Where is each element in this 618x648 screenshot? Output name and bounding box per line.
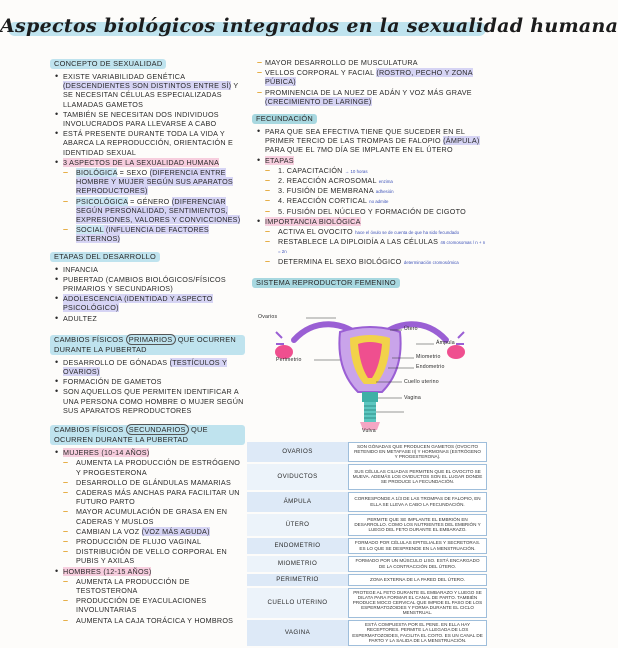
organ-description-cell: SUS CÉLULAS CILIADAS PERMITEN QUE EL OVOCITO SE MUEVA. ADEMÁS LOS OVIDUCTOS SON EL LUGAR DONDE SE PRODUCE LA FECUNDACIÓN. (348, 464, 487, 490)
list-item: • DESARROLLO DE GÓNADAS (TESTÍCULOS Y OVARIOS) (52, 358, 245, 376)
table-row (247, 574, 487, 586)
organ-name-cell: OVIDUCTOS (247, 464, 348, 490)
list-item: – 5. FUSIÓN DEL NÚCLEO Y FORMACIÓN DE CIGOTO (254, 207, 486, 216)
list-item: – MAYOR ACUMULACIÓN DE GRASA EN EN CADERAS Y MUSLOS (52, 507, 245, 525)
list-item: • 3 ASPECTOS DE LA SEXUALIDAD HUMANA (52, 158, 245, 167)
list-item: – CAMBIAN LA VOZ (VOZ MÁS AGUDA) (52, 527, 245, 536)
list-item: – RESTABLECE LA DIPLOIDÍA A LAS CÉLULAS 46 cromosomas / n + n = 2n (254, 237, 486, 255)
list-item: – VELLOS CORPORAL Y FACIAL (ROSTRO, PECHO Y ZONA PÚBICA) (254, 68, 486, 86)
heading-secundarios: CAMBIOS FÍSICOS SECUNDARIOS QUE OCURREN DURANTE LA PUBERTAD (50, 425, 245, 445)
list-item: – ACTIVA EL OVOCITO hace el óvulo se de cuenta de que ha sido fecundado (254, 227, 486, 236)
list-item: • ESTÁ PRESENTE DURANTE TODA LA VIDA Y ABARCA LA REPRODUCCIÓN, ORIENTACIÓN E IDENTIDAD SEXUAL (52, 129, 245, 157)
page-title: Aspectos biológicos integrados en la sexualidad humana (0, 15, 618, 37)
organ-description-cell: FORMADO POR CÉLULAS EPITELIALES Y SECRETORAS. ES LO QUE SE DESPRENDE EN LA MENSTRUACIÓN. (348, 538, 487, 554)
label-ampula: Ámpula (436, 340, 455, 346)
list-item: – BIOLÓGICA = SEXO (DIFERENCIA ENTRE HOMBRE Y MUJER SEGÚN SUS APARATOS REPRODUCTORES) (52, 168, 245, 196)
organ-description-cell: FORMADO POR UN MÚSCULO LISO. ESTÁ ENCARGADO DE LA CONTRACCIÓN DEL ÚTERO. (348, 556, 487, 572)
organ-name-cell: ÚTERO (247, 514, 348, 536)
list-item: • HOMBRES (12-15 AÑOS) (52, 567, 245, 576)
heading-etapas: ETAPAS DEL DESARROLLO (50, 252, 160, 262)
list-item: – 2. REACCIÓN ACROSOMAL enzima (254, 176, 486, 185)
list-item: – DESARROLLO DE GLÁNDULAS MAMARIAS (52, 478, 245, 487)
vagina-shape (364, 402, 376, 422)
label-utero: Útero (404, 326, 418, 332)
list-item: – 4. REACCIÓN CORTICAL no admite (254, 196, 486, 205)
label-cuello: Cuello uterino (404, 379, 439, 385)
list-item: • IMPORTANCIA BIOLÓGICA (254, 217, 486, 226)
organ-name-cell: VAGINA (247, 620, 348, 646)
table-row (247, 538, 487, 554)
organ-table (247, 440, 487, 648)
list-item: – PRODUCCIÓN DE EYACULACIONES INVOLUNTARIAS (52, 596, 245, 614)
table-row (247, 464, 487, 490)
label-miometrio: Miometrio (416, 354, 441, 360)
list-item: – AUMENTA LA CAJA TORÁCICA Y HOMBROS (52, 616, 245, 625)
organ-description-cell: PERMITE QUE SE IMPLANTE EL EMBRIÓN EN DESARROLLO. COMO LOS NUTRIENTES DEL EMBRIÓN Y LUEGO DEL FETO DURANTE EL EMBARAZO. (348, 514, 487, 536)
label-ovarios: Ovarios (258, 314, 278, 320)
heading-primarios: CAMBIOS FÍSICOS PRIMARIOS QUE OCURREN DURANTE LA PUBERTAD (50, 335, 245, 355)
heading-concepto: CONCEPTO DE SEXUALIDAD (50, 59, 166, 69)
list-item: • ADOLESCENCIA (IDENTIDAD Y ASPECTO PSICOLÓGICO) (52, 294, 245, 312)
list-item: – AUMENTA LA PRODUCCIÓN DE TESTOSTERONA (52, 577, 245, 595)
organ-name-cell: MIOMETRIO (247, 556, 348, 572)
right-column (254, 58, 486, 291)
table-row (247, 620, 487, 646)
list-item: • TAMBIÉN SE NECESITAN DOS INDIVIDUOS INVOLUCRADOS PARA LLEVARSE A CABO (52, 110, 245, 128)
left-column (52, 59, 245, 633)
table-row (247, 556, 487, 572)
list-item: • FORMACIÓN DE GAMETOS (52, 377, 245, 386)
section-fecundacion (254, 114, 486, 266)
heading-sistema: SISTEMA REPRODUCTOR FEMENINO (252, 278, 400, 288)
organ-name-cell: ENDOMETRIO (247, 538, 348, 554)
section-etapas (52, 252, 245, 323)
organ-description-cell: ESTÁ COMPUESTA POR EL PENE. EN ELLA HAY RECEPTORES. PERMITE LA LLEGADA DE LOS ESPERMATOZOIDES, FACILITA EL COITO. ES UN CANAL DE PARTO Y LA SALIDA DE LA MENSTRUACIÓN. (348, 620, 487, 646)
list-item: – 3. FUSIÓN DE MEMBRANA adhesión (254, 186, 486, 195)
list-item: • PARA QUE SEA EFECTIVA TIENE QUE SUCEDER EN EL PRIMER TERCIO DE LAS TROMPAS DE FALOPIO (ÁMPULA) PARA QUE EL 7MO DÍA SE IMPLANTE EN EL ÚTERO (254, 127, 486, 155)
list-item: • INFANCIA (52, 265, 245, 274)
section-primarios (52, 335, 245, 415)
uterus-illustration (254, 300, 486, 435)
organ-description-cell: PROTEGE AL FETO DURANTE EL EMBARAZO Y LUEGO SE DILATA PARA FORMAR EL CANAL DE PARTO. TAMBIÉN PRODUCE MOCO CERVICAL QUE IMPIDE EL PASO DE LOS ESPERMATOZOIDES Y FORMA DURANTE EL CICLO MENSTRUAL. (348, 588, 487, 618)
uterus-diagram (254, 300, 486, 435)
list-item: – PROMINENCIA DE LA NUEZ DE ADÁN Y VOZ MÁS GRAVE (CRECIMIENTO DE LARINGE) (254, 88, 486, 106)
list-item: – PRODUCCIÓN DE FLUJO VAGINAL (52, 537, 245, 546)
list-item: – AUMENTA LA PRODUCCIÓN DE ESTRÓGENO Y PROGESTERONA (52, 458, 245, 476)
title-band (0, 12, 618, 44)
section-secundarios (52, 425, 245, 625)
list-item: – DETERMINA EL SEXO BIOLÓGICO determinación cromosómica (254, 257, 486, 266)
organ-description-cell: ZONA EXTERNA DE LA PARED DEL ÚTERO. (348, 574, 487, 586)
heading-fecundacion: FECUNDACIÓN (252, 114, 317, 124)
table-row (247, 514, 487, 536)
organ-description-cell: CORRESPONDE A 1/3 DE LAS TROMPAS DE FALOPIO, EN ELLA SE LLEVA A CABO LA FECUNDACIÓN. (348, 492, 487, 512)
list-item: • MUJERES (10-14 AÑOS) (52, 448, 245, 457)
label-perimetrio: Perimetrio (276, 357, 302, 363)
list-item: • SON AQUELLOS QUE PERMITEN IDENTIFICAR A UNA PERSONA COMO HOMBRE O MUJER SEGÚN SUS APARATOS REPRODUCTORES (52, 387, 245, 415)
list-item: • ADULTEZ (52, 314, 245, 323)
label-endometrio: Endometrio (416, 364, 445, 370)
organ-description-cell: SON GÓNADAS QUE PRODUCEN GAMETOS (OVOCITO RETENIDO EN METAFASE II) Y HORMONAS (ESTRÓGENO Y PROGESTERONA). (348, 442, 487, 462)
list-item: – 1. CAPACITACIÓN → 10 horas (254, 166, 486, 175)
list-item: • ETAPAS (254, 156, 486, 165)
table-row (247, 588, 487, 618)
table-row (247, 492, 487, 512)
organ-name-cell: ÁMPULA (247, 492, 348, 512)
right-ovary (447, 345, 465, 359)
list-item: – SOCIAL (INFLUENCIA DE FACTORES EXTERNOS) (52, 225, 245, 243)
list-item: • EXISTE VARIABILIDAD GENÉTICA (DESCENDIENTES SON DISTINTOS ENTRE SÍ) Y SE NECESITAN CÉLULAS ESPECIALIZADAS LLAMADAS GAMETOS (52, 72, 245, 109)
list-item: – DISTRIBUCIÓN DE VELLO CORPORAL EN PUBIS Y AXILAS (52, 547, 245, 565)
section-concepto (52, 59, 245, 244)
organ-name-cell: PERIMETRIO (247, 574, 348, 586)
list-item: – PSICOLÓGICA = GÉNERO (DIFERENCIAR SEGÚN PERSONALIDAD, SENTIMIENTOS, EXPRESIONES, VALORES Y CONVICCIONES) (52, 197, 245, 225)
list-item: – MAYOR DESARROLLO DE MUSCULATURA (254, 58, 486, 67)
label-vagina: Vagina (404, 395, 421, 401)
organ-name-cell: CUELLO UTERINO (247, 588, 348, 618)
label-vulva: Vulva (362, 428, 376, 434)
list-item: • PUBERTAD (CAMBIOS BIOLÓGICOS/FÍSICOS PRIMARIOS Y SECUNDARIOS) (52, 275, 245, 293)
cervix (362, 392, 378, 402)
table-row (247, 442, 487, 462)
organ-name-cell: OVARIOS (247, 442, 348, 462)
list-item: – CADERAS MÁS ANCHAS PARA FACILITAR UN FUTURO PARTO (52, 488, 245, 506)
